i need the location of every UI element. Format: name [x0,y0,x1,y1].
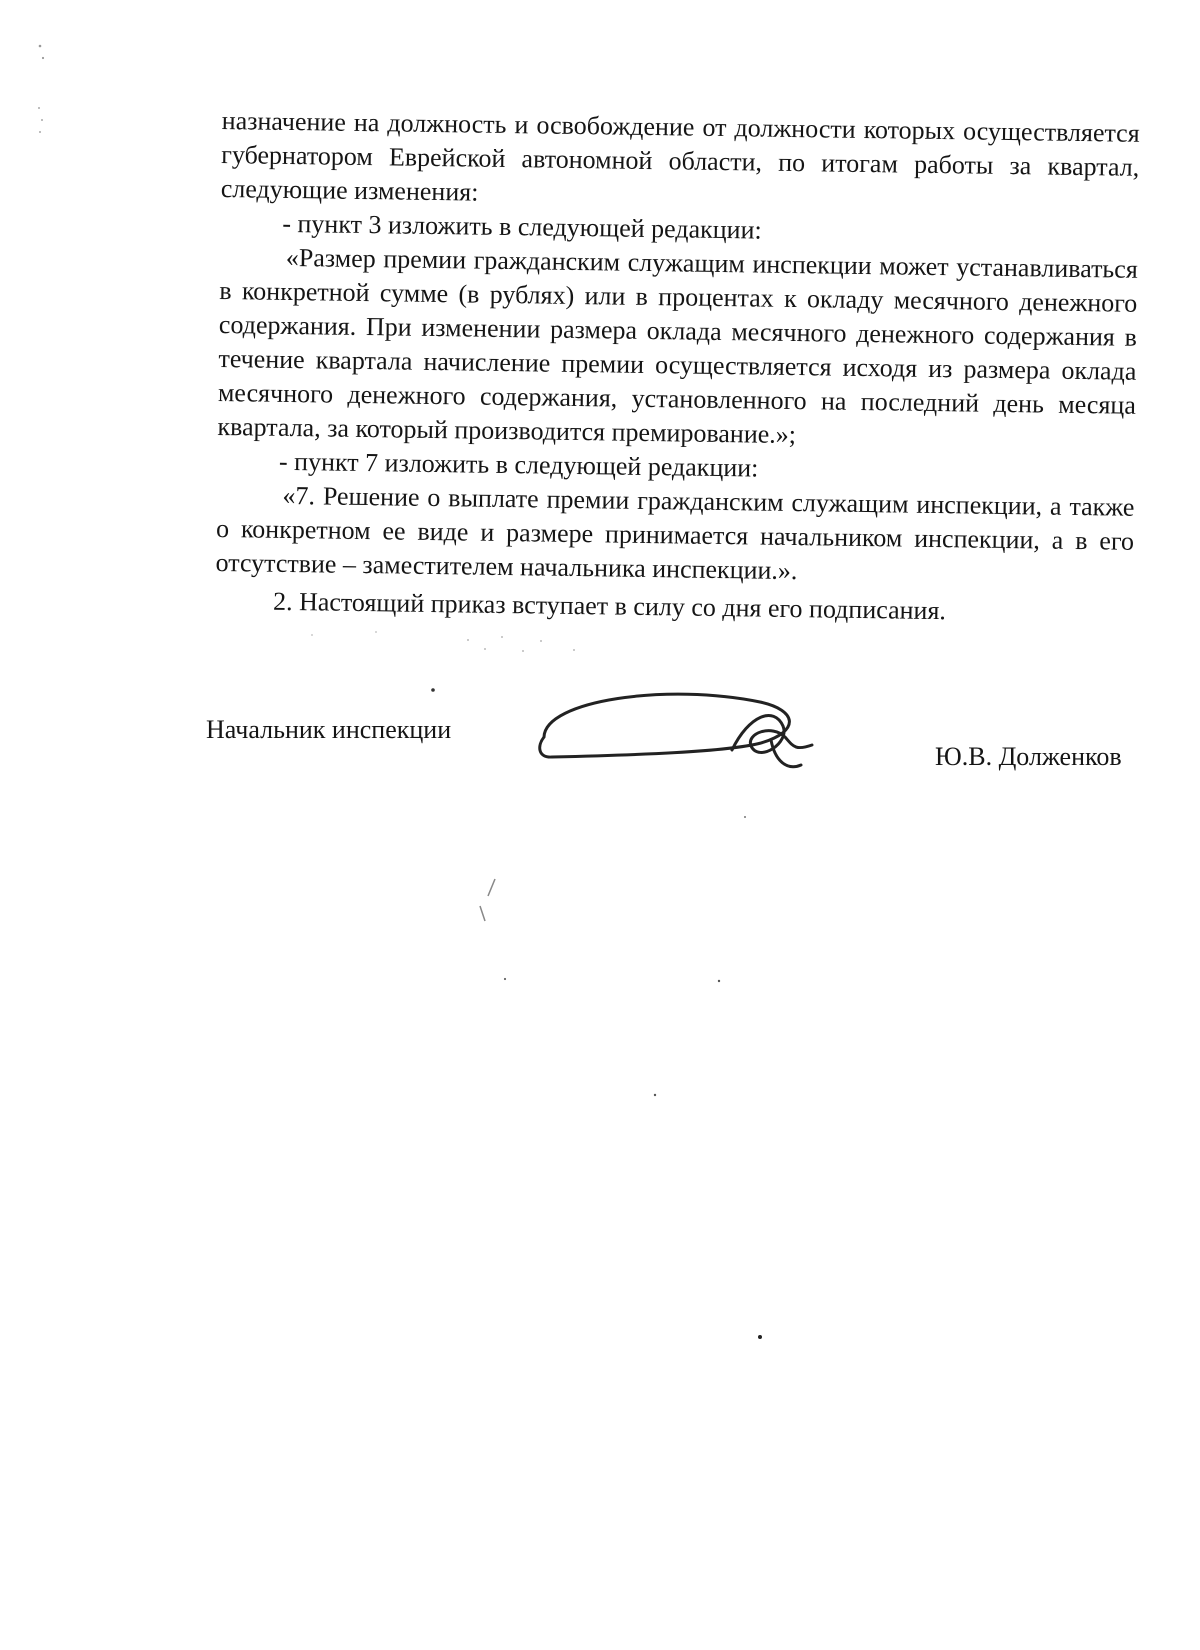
paragraph-point-3-intro: - пункт 3 изложить в следующей редакции: [282,208,762,245]
paragraph-point-7-intro: - пункт 7 изложить в следующей редакции: [278,446,759,483]
paragraph-point-3-text: «Размер премии гражданским служащим инспекции может устанавливаться в конкретной сумме (в рублях) или в процентах к окладу месячного денежного содержания. При изменении размера оклада месячного денежного содержания в течение квартала начисление премии осуществляется исходя из размера оклада месячного денежного содержания, установленного на последний день месяца квартала, за который производится премирование.»; [217,242,1138,450]
paragraph-point-7-text: «7. Решение о выплате премии гражданским служащим инспекции, а также о конкретном ее виде и размере принимается начальником инспекции, а в его отсутствие – заместителем начальника инспекции.». [215,480,1135,586]
paragraph-continuation: назначение на должность и освобождение от должности которых осуществляется губернатором Еврейской автономной области, по итогам работы за квартал, следующие изменения: [220,105,1140,207]
signer-name: Ю.В. Долженков [935,742,1122,771]
document-body [215,104,1140,631]
signature-position-title: Начальник инспекции [206,715,452,744]
paragraph-effective-date: 2. Настоящий приказ вступает в силу со дня его подписания. [272,586,947,626]
handwritten-signature [535,685,825,800]
